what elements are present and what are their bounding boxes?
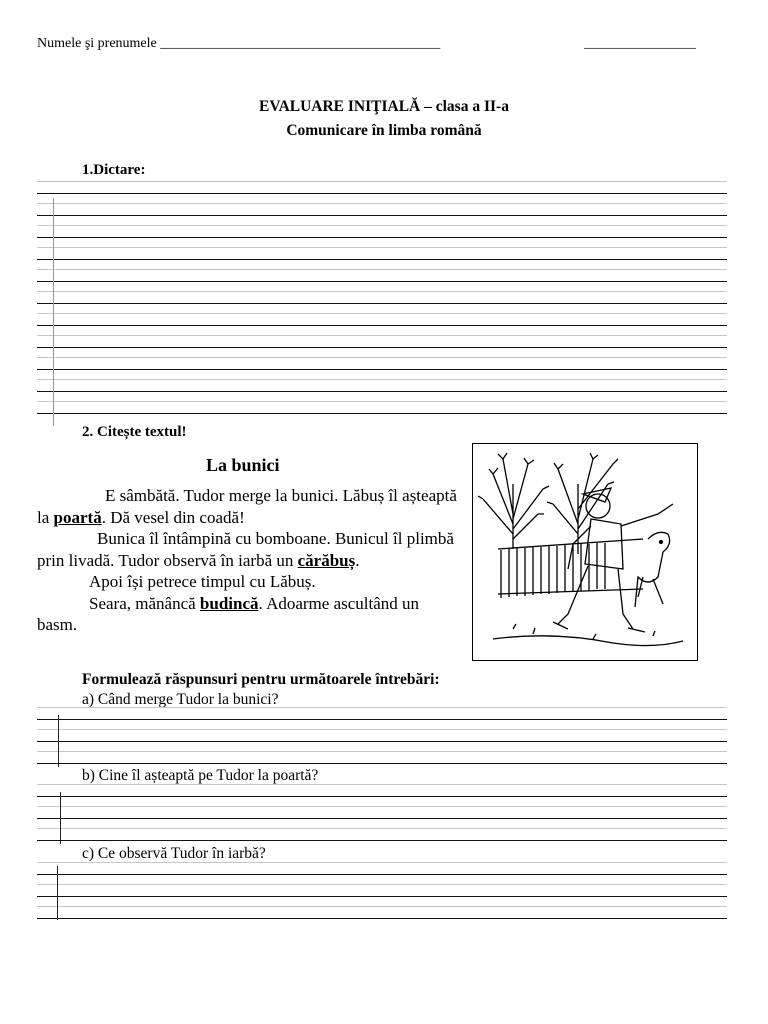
writing-line[interactable]: [37, 326, 727, 348]
story-illustration: [472, 443, 698, 661]
name-label: Numele şi prenumele ________________________________________: [37, 36, 441, 51]
date-blank[interactable]: ________________: [584, 36, 696, 51]
story-paragraph: Seara, mănâncă budincă. Adoarme ascultând un basm.: [37, 593, 420, 634]
writing-line[interactable]: [37, 720, 727, 742]
name-blank[interactable]: ________________________________________: [160, 36, 441, 51]
boy-dog-tree-drawing: [473, 444, 696, 659]
page-subtitle: Comunicare în limba română: [286, 122, 482, 139]
story-title: La bunici: [206, 455, 280, 475]
answer-lines-c[interactable]: [37, 853, 727, 919]
writing-line[interactable]: [37, 370, 727, 392]
writing-line[interactable]: [37, 698, 727, 720]
answer-lines-a[interactable]: [37, 698, 727, 764]
writing-line[interactable]: [37, 260, 727, 282]
margin-line: [53, 198, 54, 426]
writing-line[interactable]: [37, 819, 727, 841]
writing-line[interactable]: [37, 282, 727, 304]
answer-lines-b[interactable]: [37, 775, 727, 841]
section-dictation-label: 1.Dictare:: [82, 162, 146, 178]
writing-line[interactable]: [37, 194, 727, 216]
margin-line: [57, 866, 58, 920]
section-reading-label: 2. Citește textul!: [82, 424, 187, 440]
margin-line: [58, 715, 59, 767]
writing-line[interactable]: [37, 348, 727, 370]
writing-line[interactable]: [37, 216, 727, 238]
page-title: EVALUARE INIŢIALĂ – clasa a II-a: [259, 98, 509, 115]
questions-heading: Formulează răspunsuri pentru următoarele întrebări:: [82, 671, 440, 688]
writing-line[interactable]: [37, 172, 727, 194]
margin-line: [60, 792, 61, 844]
dictation-lines[interactable]: [37, 172, 727, 414]
writing-line[interactable]: [37, 742, 727, 764]
writing-line[interactable]: [37, 875, 727, 897]
story-paragraph: E sâmbătă. Tudor merge la bunici. Lăbuș îl așteaptă la poartă. Dă vesel din coadă!: [37, 486, 457, 527]
question-b: b) Cine îl așteaptă pe Tudor la poartă?: [82, 767, 319, 784]
question-a: a) Când merge Tudor la bunici?: [82, 691, 279, 708]
writing-line[interactable]: [37, 304, 727, 326]
story-paragraph: Bunica îl întâmpină cu bomboane. Bunicul îl plimbă prin livadă. Tudor observă în iarbă un cărăbuș.: [37, 529, 454, 570]
writing-line[interactable]: [37, 797, 727, 819]
story-paragraph: Apoi își petrece timpul cu Lăbuș.: [89, 572, 316, 591]
writing-line[interactable]: [37, 775, 727, 797]
story-text: [37, 485, 457, 636]
writing-line[interactable]: [37, 392, 727, 414]
writing-line[interactable]: [37, 853, 727, 875]
writing-line[interactable]: [37, 238, 727, 260]
writing-line[interactable]: [37, 897, 727, 919]
question-c: c) Ce observă Tudor în iarbă?: [82, 845, 266, 862]
